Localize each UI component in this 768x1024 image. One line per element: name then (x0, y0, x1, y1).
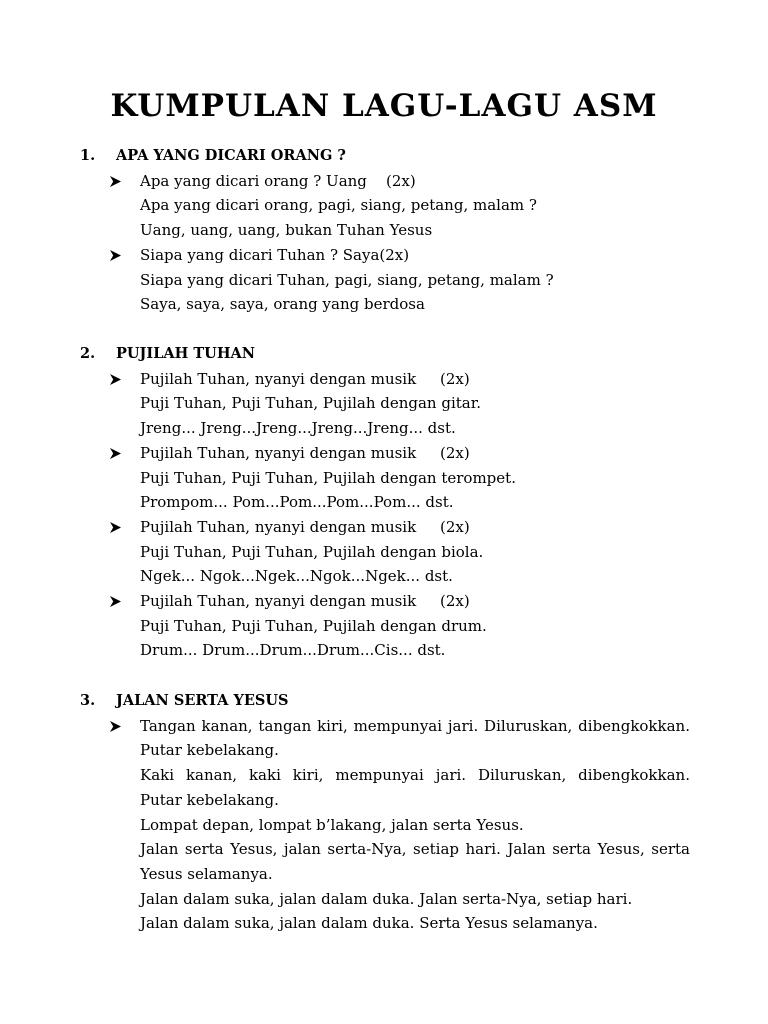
arrow-bullet-icon (110, 589, 124, 614)
song-number: 1. (80, 147, 96, 164)
verse-line: Puji Tuhan, Puji Tuhan, Pujilah dengan terompet. (140, 468, 516, 487)
verse (80, 714, 690, 936)
document-title: KUMPULAN LAGU-LAGU ASM (110, 88, 658, 124)
arrow-bullet-icon (110, 515, 124, 540)
song-heading (80, 144, 690, 169)
verse-line: Puji Tuhan, Puji Tuhan, Pujilah dengan gitar. (140, 394, 482, 413)
verse-line: Uang, uang, uang, bukan Tuhan Yesus (140, 221, 433, 240)
verse-line: Pujilah Tuhan, nyanyi dengan musik (2x) (140, 443, 470, 462)
song-heading (80, 689, 690, 714)
verse-line: Jreng... Jreng...Jreng...Jreng...Jreng... dst. (140, 419, 456, 438)
verse (80, 169, 690, 243)
verse-line: Puji Tuhan, Puji Tuhan, Pujilah dengan drum. (140, 616, 487, 635)
verse-line: Lompat depan, lompat b’lakang, jalan serta Yesus. (140, 815, 524, 834)
verse-line: Tangan kanan, tangan kiri, mempunyai jari. Diluruskan, dibengkokkan. (140, 716, 690, 735)
verse-line: Pujilah Tuhan, nyanyi dengan musik (2x) (140, 517, 470, 536)
song-1 (80, 144, 690, 317)
song-title: APA YANG DICARI ORANG ? (116, 147, 346, 164)
arrow-bullet-icon (110, 367, 124, 392)
song-title: PUJILAH TUHAN (116, 345, 256, 362)
song-number: 3. (80, 692, 96, 709)
arrow-bullet-icon (110, 441, 124, 466)
verse-line: Siapa yang dicari Tuhan ? Saya(2x) (140, 245, 410, 264)
song-number: 2. (80, 345, 96, 362)
verse-line: Putar kebelakang. (140, 790, 279, 809)
song-title: JALAN SERTA YESUS (116, 692, 289, 709)
verse-line: Apa yang dicari orang ? Uang (2x) (140, 171, 416, 190)
verse-line: Putar kebelakang. (140, 741, 279, 760)
arrow-bullet-icon (110, 169, 124, 194)
verse-line: Jalan dalam suka, jalan dalam duka. Serta Yesus selamanya. (140, 914, 598, 933)
verse-line: Apa yang dicari orang, pagi, siang, petang, malam ? (140, 196, 537, 215)
verse-line: Kaki kanan, kaki kiri, mempunyai jari. Diluruskan, dibengkokkan. (140, 766, 690, 785)
verse (80, 441, 690, 515)
verse-line: Siapa yang dicari Tuhan, pagi, siang, petang, malam ? (140, 270, 554, 289)
arrow-bullet-icon (110, 243, 124, 268)
verse-line: Ngek... Ngok...Ngek...Ngok...Ngek... dst. (140, 567, 453, 586)
song-2 (80, 342, 690, 663)
verse (80, 515, 690, 589)
verse-line: Prompom... Pom...Pom...Pom...Pom... dst. (140, 493, 454, 512)
song-heading (80, 342, 690, 367)
verse-line: Jalan dalam suka, jalan dalam duka. Jalan serta-Nya, setiap hari. (140, 889, 633, 908)
verse-line: Yesus selamanya. (140, 864, 273, 883)
verse-line: Pujilah Tuhan, nyanyi dengan musik (2x) (140, 592, 470, 611)
arrow-bullet-icon (110, 714, 124, 739)
verse (80, 243, 690, 317)
song-3 (80, 689, 690, 936)
verse-line: Saya, saya, saya, orang yang berdosa (140, 295, 425, 314)
verse-line: Pujilah Tuhan, nyanyi dengan musik (2x) (140, 369, 470, 388)
verse (80, 589, 690, 663)
verse-line: Jalan serta Yesus, jalan serta-Nya, setiap hari. Jalan serta Yesus, serta (140, 840, 690, 859)
verse (80, 367, 690, 441)
verse-line: Puji Tuhan, Puji Tuhan, Pujilah dengan biola. (140, 542, 484, 561)
verse-line: Drum... Drum...Drum...Drum...Cis... dst. (140, 641, 446, 660)
